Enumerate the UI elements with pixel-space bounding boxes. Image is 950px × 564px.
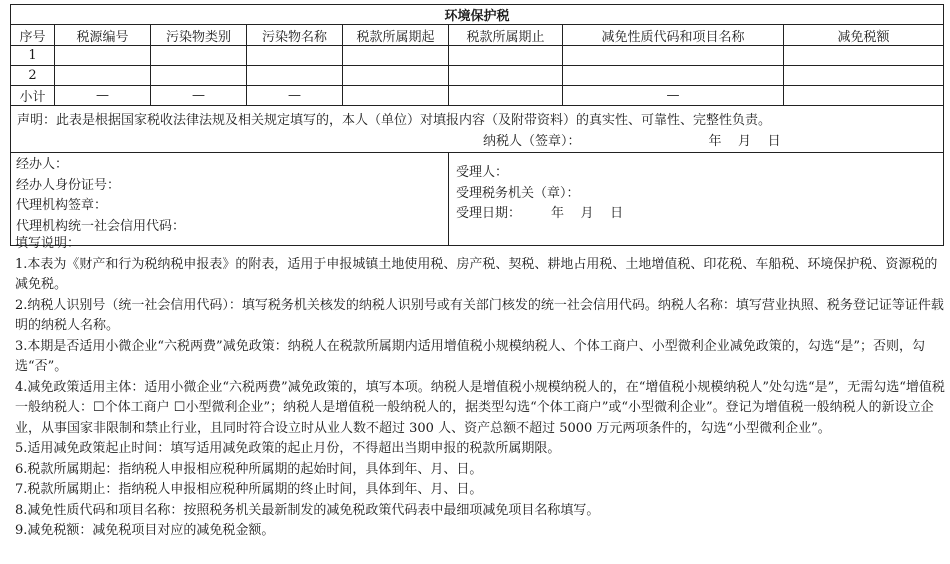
instruction-item: 8.减免性质代码和项目名称：按照税务机关最新制发的减免税政策代码表中最细项减免项目名称填写。 (15, 502, 600, 518)
instruction-item: 6.税款所属期起：指纳税人申报相应税种所属期的起始时间，具体到年、月、日。 (15, 461, 483, 477)
col-header-period-end: 税款所属期止 (449, 25, 563, 46)
declaration-text: 声明：此表是根据国家税收法律法规及相关规定填写的，本人（单位）对填报内容（及附带资料）的真实性、可靠性、完整性负责。 (17, 113, 772, 128)
period-end-cell[interactable] (449, 46, 563, 66)
declaration (11, 106, 944, 153)
agency-credit-code-label: 代理机构统一社会信用代码： (16, 218, 186, 234)
col-header-pollutant-name: 污染物名称 (247, 25, 343, 46)
reduction-code-cell[interactable] (563, 46, 784, 66)
receiving-office-label: 受理税务机关（章）： (456, 185, 580, 201)
table-row (11, 66, 944, 86)
instruction-item: 1.本表为《财产和行为税纳税申报表》的附表，适用于申报城镇土地使用税、房产税、契税、耕地占用税、土地增值税、印花税、车船税、环境保护税、资源税的减免税。 (15, 256, 938, 292)
instructions-heading: 填写说明： (15, 236, 81, 251)
declaration-date: 年 月 日 (708, 134, 781, 149)
signature-row (11, 153, 944, 246)
col-header-pollutant-category: 污染物类别 (151, 25, 247, 46)
receiver-label: 受理人： (456, 165, 509, 180)
reduction-amount-cell[interactable] (784, 46, 944, 66)
instruction-item: 4.减免政策适用主体：适用小微企业“六税两费”减免政策的，填写本项。纳税人是增值税小规模纳税人的，在“增值税小规模纳税人”处勾选“是”，无需勾选“增值税一般纳税人：☐个体工商户 ☐小型微利企业”；纳税人是增值税一般纳税人的，据类型勾选“个体工商户”或“小型微利企业”。登记为增值税一般纳税人的新设立企业，从事国家非限制和禁止行业，且同时符合设立时从业人数不超过 300 人、资产总额不超过 5000 万元两项条件的，勾选“小型微利企业”。 (15, 379, 945, 436)
declaration-signature-line (17, 130, 937, 149)
period-end-cell[interactable] (449, 66, 563, 86)
reduction-table (10, 4, 944, 246)
receipt-date-label: 受理日期： (456, 206, 522, 221)
col-header-seq: 序号 (11, 25, 55, 46)
tax-form (10, 4, 943, 246)
form-title: 环境保护税 (11, 5, 944, 25)
table-row (11, 46, 944, 66)
agency-seal-label: 代理机构签章： (16, 198, 108, 213)
source-id-cell[interactable] (55, 46, 151, 66)
col-header-source-id: 税源编号 (55, 25, 151, 46)
instruction-item: 2.纳税人识别号（统一社会信用代码）：填写税务机关核发的纳税人识别号或有关部门核发的统一社会信用代码。纳税人名称：填写营业执照、税务登记证等证件载明的纳税人名称。 (15, 297, 944, 333)
subtotal-empty (343, 86, 449, 106)
subtotal-dash: — (151, 86, 247, 106)
declaration-row (11, 106, 944, 153)
receiver-section (449, 153, 944, 246)
period-start-cell[interactable] (343, 46, 449, 66)
period-start-cell[interactable] (343, 66, 449, 86)
subtotal-dash: — (55, 86, 151, 106)
subtotal-row (11, 86, 944, 106)
subtotal-empty (449, 86, 563, 106)
instructions (15, 234, 945, 542)
subtotal-dash: — (247, 86, 343, 106)
agent-section (11, 153, 449, 246)
instruction-item: 3.本期是否适用小微企业“六税两费”减免政策：纳税人在税款所属期内适用增值税小规模纳税人、个体工商户、小型微利企业减免政策的，勾选“是”；否则，勾选“否”。 (15, 338, 925, 374)
instruction-item: 5.适用减免政策起止时间：填写适用减免政策的起止月份，不得超出当期申报的税款所属期限。 (15, 441, 561, 456)
header-row (11, 25, 944, 46)
reduction-amount-cell[interactable] (784, 66, 944, 86)
col-header-reduction-amount: 减免税额 (784, 25, 944, 46)
pollutant-category-cell[interactable] (151, 46, 247, 66)
handler-label: 经办人： (16, 157, 69, 172)
col-header-reduction-code: 减免性质代码和项目名称 (563, 25, 784, 46)
source-id-cell[interactable] (55, 66, 151, 86)
taxpayer-signature-label: 纳税人（签章）： (483, 134, 581, 149)
col-header-period-start: 税款所属期起 (343, 25, 449, 46)
pollutant-name-cell[interactable] (247, 66, 343, 86)
pollutant-name-cell[interactable] (247, 46, 343, 66)
subtotal-amount-cell[interactable] (784, 86, 944, 106)
pollutant-category-cell[interactable] (151, 66, 247, 86)
instruction-item: 7.税款所属期止：指纳税人申报相应税种所属期的终止时间，具体到年、月、日。 (15, 482, 483, 497)
instruction-item: 9.减免税额：减免税项目对应的减免税金额。 (15, 523, 275, 538)
handler-id-label: 经办人身份证号： (16, 177, 121, 193)
subtotal-dash: — (563, 86, 784, 106)
row-seq: 1 (11, 46, 55, 66)
reduction-code-cell[interactable] (563, 66, 784, 86)
subtotal-label: 小计 (11, 86, 55, 106)
row-seq: 2 (11, 66, 55, 86)
receipt-date-line (454, 204, 938, 225)
receipt-date: 年 月 日 (551, 206, 624, 221)
